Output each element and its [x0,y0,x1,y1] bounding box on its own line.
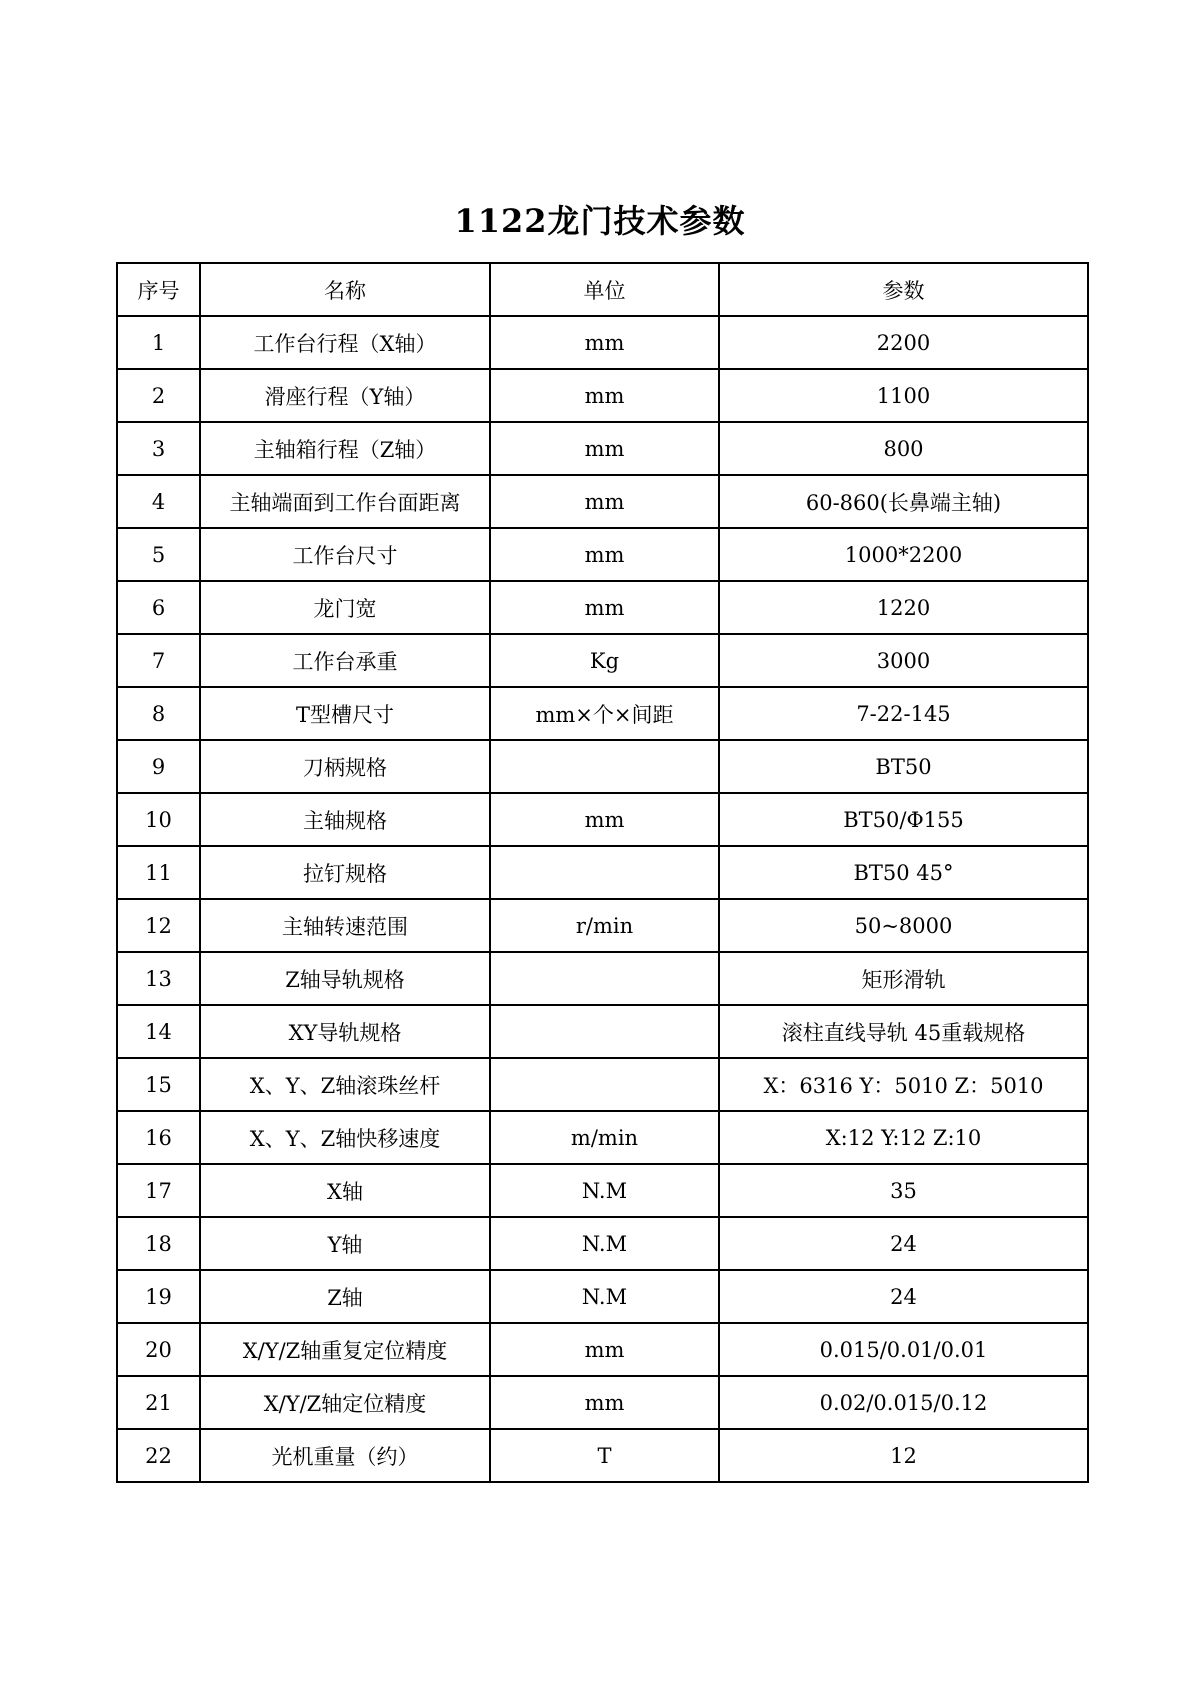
table-row [117,952,1088,1005]
cell-index: 20 [117,1323,200,1376]
cell-value: 7-22-145 [719,687,1088,740]
table-row [117,1217,1088,1270]
table-row [117,369,1088,422]
document-title: 1122龙门技术参数 [454,202,746,240]
cell-unit: Kg [490,634,719,687]
cell-unit: N.M [490,1164,719,1217]
cell-value: X：6316 Y：5010 Z：5010 [719,1058,1088,1111]
table-row [117,316,1088,369]
cell-index: 7 [117,634,200,687]
cell-value: BT50/Φ155 [719,793,1088,846]
cell-name: 主轴箱行程（Z轴） [200,422,490,475]
cell-name: 龙门宽 [200,581,490,634]
cell-value: 1100 [719,369,1088,422]
cell-index: 2 [117,369,200,422]
table-row [117,422,1088,475]
cell-index: 18 [117,1217,200,1270]
table-row [117,475,1088,528]
cell-value: 35 [719,1164,1088,1217]
table-row [117,581,1088,634]
cell-value: 50~8000 [719,899,1088,952]
cell-index: 8 [117,687,200,740]
cell-index: 11 [117,846,200,899]
cell-name: 光机重量（约） [200,1429,490,1482]
cell-unit [490,1058,719,1111]
cell-name: 工作台行程（X轴） [200,316,490,369]
cell-index: 12 [117,899,200,952]
cell-index: 4 [117,475,200,528]
header-cell-value: 参数 [719,263,1088,316]
cell-unit: mm×个×间距 [490,687,719,740]
header-cell-unit: 单位 [490,263,719,316]
table-row [117,1058,1088,1111]
table-row [117,899,1088,952]
cell-unit: mm [490,1376,719,1429]
cell-unit: N.M [490,1270,719,1323]
cell-index: 22 [117,1429,200,1482]
cell-index: 16 [117,1111,200,1164]
cell-name: 主轴转速范围 [200,899,490,952]
cell-unit [490,1005,719,1058]
cell-unit: T [490,1429,719,1482]
cell-index: 3 [117,422,200,475]
cell-index: 9 [117,740,200,793]
cell-value: 滚柱直线导轨 45重载规格 [719,1005,1088,1058]
cell-unit: mm [490,369,719,422]
cell-name: 工作台尺寸 [200,528,490,581]
table-row [117,528,1088,581]
cell-index: 15 [117,1058,200,1111]
cell-name: XY导轨规格 [200,1005,490,1058]
table-row [117,1164,1088,1217]
cell-value: 3000 [719,634,1088,687]
cell-value: 0.02/0.015/0.12 [719,1376,1088,1429]
cell-name: X轴 [200,1164,490,1217]
cell-index: 14 [117,1005,200,1058]
cell-name: Z轴 [200,1270,490,1323]
cell-name: Z轴导轨规格 [200,952,490,1005]
cell-unit: mm [490,793,719,846]
cell-index: 21 [117,1376,200,1429]
cell-index: 6 [117,581,200,634]
cell-unit: mm [490,528,719,581]
cell-name: X/Y/Z轴重复定位精度 [200,1323,490,1376]
cell-unit: mm [490,581,719,634]
cell-name: X、Y、Z轴滚珠丝杆 [200,1058,490,1111]
table-row [117,793,1088,846]
cell-unit: r/min [490,899,719,952]
table-row [117,1323,1088,1376]
table-row [117,687,1088,740]
cell-value: X:12 Y:12 Z:10 [719,1111,1088,1164]
cell-value: 0.015/0.01/0.01 [719,1323,1088,1376]
cell-value: 24 [719,1217,1088,1270]
cell-index: 19 [117,1270,200,1323]
cell-unit [490,846,719,899]
cell-name: 拉钉规格 [200,846,490,899]
cell-value: 矩形滑轨 [719,952,1088,1005]
table-row [117,1270,1088,1323]
cell-index: 10 [117,793,200,846]
table-row [117,1429,1088,1482]
cell-name: X/Y/Z轴定位精度 [200,1376,490,1429]
cell-name: 主轴规格 [200,793,490,846]
cell-value: 800 [719,422,1088,475]
cell-index: 17 [117,1164,200,1217]
cell-name: T型槽尺寸 [200,687,490,740]
cell-unit: mm [490,1323,719,1376]
table-row [117,1376,1088,1429]
cell-value: BT50 45° [719,846,1088,899]
table-row [117,846,1088,899]
cell-unit: mm [490,475,719,528]
table-row [117,634,1088,687]
cell-unit: N.M [490,1217,719,1270]
cell-value: BT50 [719,740,1088,793]
spec-table [116,262,1089,1483]
cell-name: 滑座行程（Y轴） [200,369,490,422]
cell-value: 1000*2200 [719,528,1088,581]
cell-index: 13 [117,952,200,1005]
cell-index: 1 [117,316,200,369]
cell-name: 工作台承重 [200,634,490,687]
cell-value: 12 [719,1429,1088,1482]
cell-unit: m/min [490,1111,719,1164]
cell-value: 24 [719,1270,1088,1323]
cell-value: 2200 [719,316,1088,369]
cell-unit: mm [490,316,719,369]
table-row [117,1005,1088,1058]
cell-name: 主轴端面到工作台面距离 [200,475,490,528]
table-row [117,1111,1088,1164]
spec-table-body [117,263,1088,1482]
cell-name: 刀柄规格 [200,740,490,793]
cell-name: Y轴 [200,1217,490,1270]
cell-value: 60-860(长鼻端主轴) [719,475,1088,528]
cell-value: 1220 [719,581,1088,634]
cell-unit [490,952,719,1005]
cell-name: X、Y、Z轴快移速度 [200,1111,490,1164]
header-cell-name: 名称 [200,263,490,316]
header-row [117,263,1088,316]
table-row [117,740,1088,793]
header-cell-index: 序号 [117,263,200,316]
cell-index: 5 [117,528,200,581]
cell-unit: mm [490,422,719,475]
cell-unit [490,740,719,793]
